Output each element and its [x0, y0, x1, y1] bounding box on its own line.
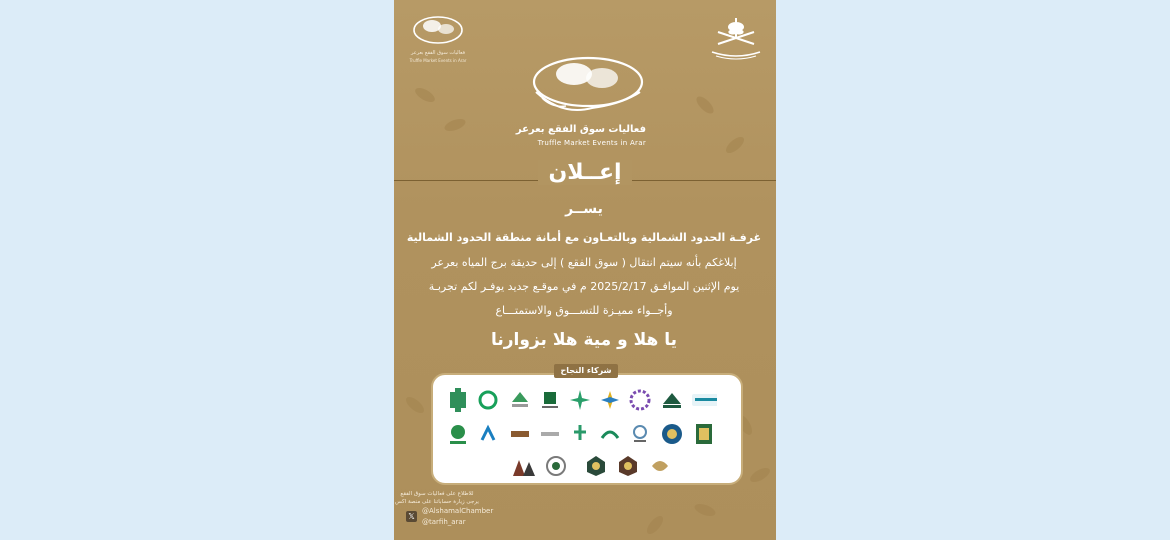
announcement-line-2: غرفـة الحدود الشمالية وبالتعـاون مع أمانة منطقة الحدود الشمالية — [406, 231, 762, 244]
social-handle-tarfih[interactable]: @tarfih_arar — [422, 518, 466, 526]
main-logo-title-ar: فعاليات سوق الفقع بعرعر — [515, 124, 646, 135]
partners-label: شركاء النجاح — [554, 364, 618, 378]
small-logo-title-ar: فعاليات سوق الفقع بعرعر — [411, 50, 465, 56]
welcome-slogan: يا هلا و مية هلا بزوارنا — [491, 330, 677, 350]
leaf-decoration — [723, 134, 746, 156]
announcement-line-4: يوم الإثنين الموافـق 2025/2/17 م في موقـع جديد يوفـر لكم تجربـة — [428, 280, 740, 293]
x-platform-icon: 𝕏 — [406, 511, 417, 522]
partners-panel — [431, 373, 743, 485]
partner-logo — [475, 421, 501, 447]
saudi-emblem-icon — [708, 14, 764, 60]
partner-logo — [567, 421, 593, 447]
leaf-decoration — [748, 465, 772, 485]
announcement-heading-text: إعــلان — [538, 160, 631, 185]
partner-logo — [647, 453, 673, 479]
partner-logo — [659, 421, 685, 447]
leaf-decoration — [403, 394, 426, 416]
leaf-decoration — [693, 502, 717, 519]
partner-logo — [445, 387, 471, 413]
partner-logo — [511, 453, 537, 479]
leaf-decoration — [694, 94, 717, 117]
partner-logo — [475, 387, 501, 413]
partner-logo — [567, 387, 593, 413]
partner-logo — [627, 387, 653, 413]
partner-logo — [507, 387, 533, 413]
announcement-line-3: إبلاغكم بأنه سيتم انتقال ( سوق الفقع ) إلى حديقة برج المياه بعرعر — [431, 256, 737, 269]
partner-logo — [691, 387, 717, 413]
social-handle-chamber[interactable]: @AlshamalChamber — [422, 507, 494, 515]
partner-logo — [537, 421, 563, 447]
partner-logo — [583, 453, 609, 479]
announcement-line-1: يســر — [565, 201, 603, 217]
partner-logo — [615, 453, 641, 479]
main-logo-title-en: Truffle Market Events in Arar — [537, 139, 646, 147]
partner-logo — [597, 387, 623, 413]
leaf-decoration — [413, 85, 437, 105]
truffle-icon — [408, 12, 468, 46]
truffle-market-main-logo — [522, 52, 652, 152]
partner-logo — [537, 387, 563, 413]
leaf-decoration — [644, 513, 666, 536]
partner-logo — [659, 387, 685, 413]
partner-logo — [445, 421, 471, 447]
partner-logo — [597, 421, 623, 447]
partner-logo — [507, 421, 533, 447]
small-logo-title-en: Truffle Market Events in Arar — [409, 58, 467, 63]
partner-logo — [691, 421, 717, 447]
leaf-decoration — [443, 117, 467, 134]
truffle-market-small-logo — [408, 12, 468, 64]
announcement-line-5: وأجــواء مميـزة للتســـوق والاستمتـــاع — [495, 304, 673, 317]
announcement-poster — [394, 0, 776, 540]
partner-logo — [543, 453, 569, 479]
footer-note: للاطلاع على فعاليات سوق الفقع يرجى زيارة حساباتنا على منصة اكس — [395, 491, 479, 505]
partner-logo — [627, 421, 653, 447]
announcement-heading — [394, 160, 776, 185]
truffle-hands-icon — [522, 52, 652, 122]
